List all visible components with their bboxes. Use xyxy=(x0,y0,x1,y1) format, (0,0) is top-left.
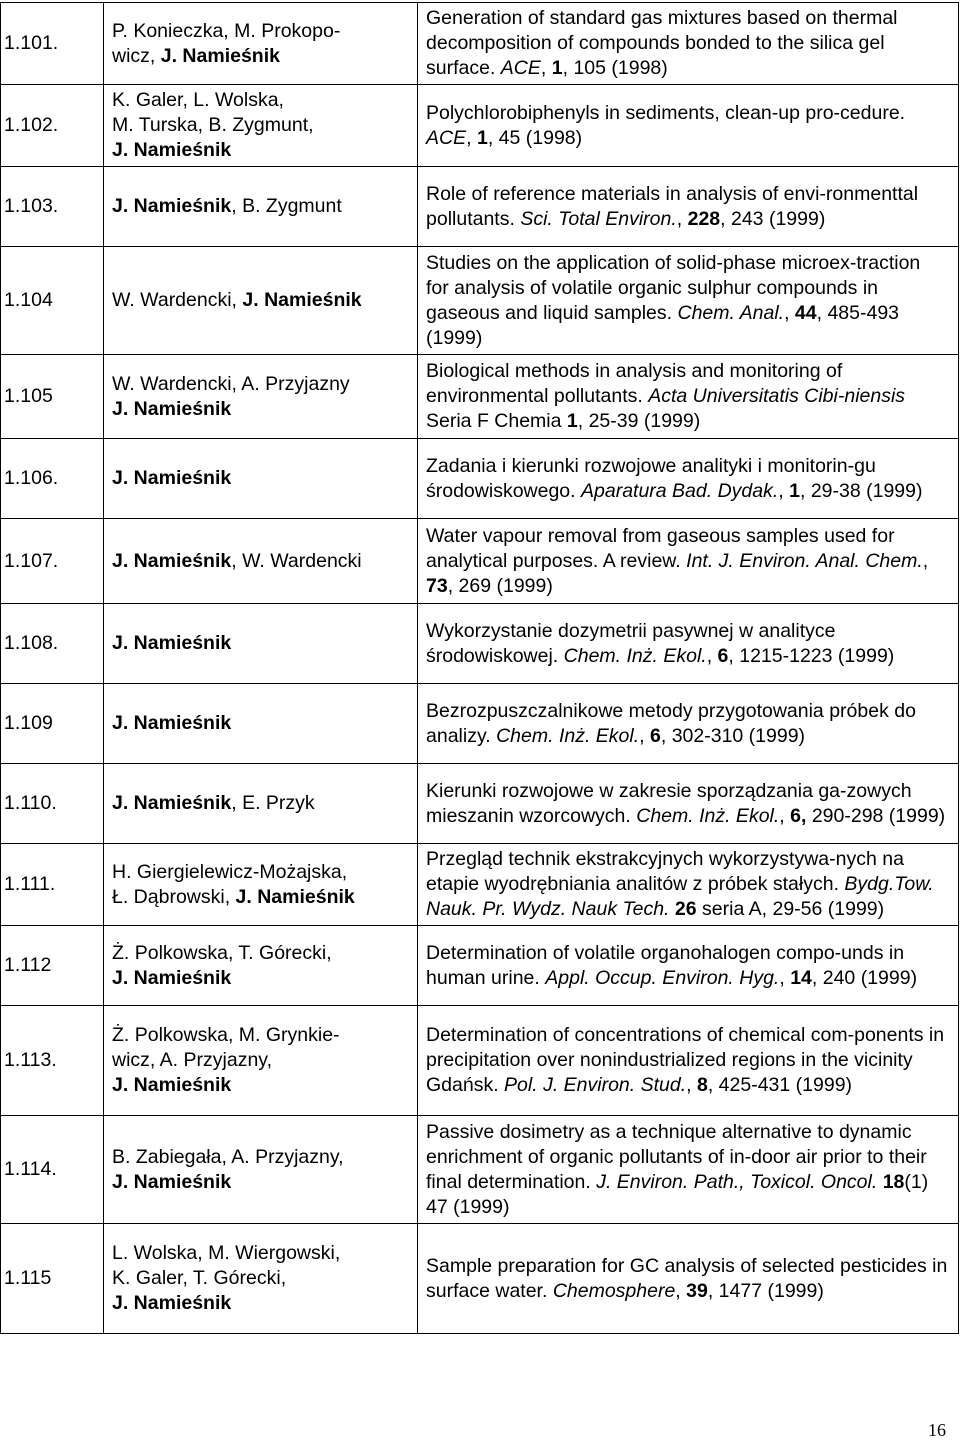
text-run: Acta Universitatis Cibi-niensis xyxy=(648,385,906,407)
text-run: Determination of concentrations of chemical com-ponents in precipitation over nonindustrialized regions in the vicinity Gdańsk. xyxy=(426,1024,945,1096)
entry-authors xyxy=(104,844,418,926)
entry-citation xyxy=(418,519,959,604)
entry-citation xyxy=(418,1224,959,1334)
text-run: Studies on the application of solid-phase microex-traction for analysis of volatile organic sulphur compounds in gaseous and liquid samples. xyxy=(426,251,921,324)
text-run: , 302-310 (1999) xyxy=(660,724,806,747)
entry-authors xyxy=(104,3,418,85)
publication-row xyxy=(1,1116,959,1224)
text-run: J. Namieśnik xyxy=(242,289,362,311)
text-run: 14 xyxy=(790,966,812,989)
text-run: , 1477 (1999) xyxy=(707,1279,824,1302)
entry-citation xyxy=(418,926,959,1006)
text-run: wicz, A. Przyjazny, xyxy=(112,1049,273,1071)
publication-row xyxy=(1,247,959,355)
text-run: Seria F Chemia xyxy=(426,410,567,432)
entry-authors xyxy=(104,247,418,355)
entry-citation xyxy=(418,355,959,439)
text-run: 6 xyxy=(650,724,661,747)
text-run: W. Wardencki, xyxy=(112,289,243,311)
entry-number: 1.104 xyxy=(1,247,104,355)
text-run: 39 xyxy=(686,1279,708,1302)
entry-authors xyxy=(104,519,418,604)
entry-authors xyxy=(104,1006,418,1116)
page-number: 16 xyxy=(928,1420,946,1440)
text-run: 18 xyxy=(882,1170,905,1193)
text-run: , xyxy=(779,804,791,827)
text-run: , 269 (1999) xyxy=(447,574,553,597)
text-run: Polychlorobiphenyls in sediments, clean-up pro-cedure. xyxy=(426,101,906,124)
text-run: Zadania i kierunki rozwojowe analityki i monitorin-gu środowiskowego. xyxy=(426,454,876,502)
text-run: , xyxy=(676,207,688,230)
entry-citation xyxy=(418,844,959,926)
text-run: wicz, xyxy=(112,44,161,67)
entry-citation xyxy=(418,3,959,85)
publication-row xyxy=(1,844,959,926)
text-run: , 485-493 (1999) xyxy=(426,301,900,349)
text-run: Ż. Polkowska, M. Grynkie- xyxy=(112,1024,340,1046)
entry-number: 1.111. xyxy=(1,844,104,926)
text-run: Przegląd technik ekstrakcyjnych wykorzystywa-nych na etapie wyodrębniania analitów z próbek stałych. xyxy=(426,848,904,895)
entry-number: 1.106. xyxy=(1,439,104,519)
text-run: , xyxy=(540,57,552,79)
text-run: J. Namieśnik xyxy=(112,632,232,654)
text-run: (1) 47 (1999) xyxy=(426,1170,929,1218)
entry-citation xyxy=(418,1006,959,1116)
text-run: , 1215-1223 (1999) xyxy=(728,644,895,667)
publication-row xyxy=(1,926,959,1006)
text-run: , 45 (1998) xyxy=(487,126,583,149)
text-run: , xyxy=(675,1279,687,1302)
text-run: Water vapour removal from gaseous samples used for analytical purposes. A review. xyxy=(426,524,895,572)
text-run: J. Namieśnik xyxy=(160,44,280,67)
text-run: 290-298 (1999) xyxy=(806,804,946,827)
entry-citation xyxy=(418,764,959,844)
text-run: 6 xyxy=(717,644,729,667)
text-run: Int. J. Environ. Anal. Chem. xyxy=(686,549,923,572)
publication-row xyxy=(1,85,959,167)
text-run: Chemosphere xyxy=(552,1279,676,1302)
text-run: , 243 (1999) xyxy=(720,207,826,230)
text-run: , E. Przyk xyxy=(231,792,315,814)
text-run: Wykorzystanie dozymetrii pasywnej w analityce środowiskowej. xyxy=(426,619,836,667)
text-run: , 25-39 (1999) xyxy=(577,410,701,432)
text-run: J. Namieśnik xyxy=(235,885,355,908)
text-run: 1 xyxy=(789,479,800,502)
text-run: 44 xyxy=(794,301,817,324)
publication-row xyxy=(1,1006,959,1116)
text-run: 6, xyxy=(790,804,807,827)
text-run: Ł. Dąbrowski, xyxy=(112,885,236,908)
text-run: J. Namieśnik xyxy=(112,1292,232,1314)
entry-citation xyxy=(418,439,959,519)
text-run: Sci. Total Environ. xyxy=(520,207,677,230)
text-run: , 29-38 (1999) xyxy=(799,479,923,502)
entry-authors xyxy=(104,85,418,167)
text-run: J. Namieśnik xyxy=(112,397,232,420)
text-run: J. Namieśnik xyxy=(112,139,232,161)
publication-row xyxy=(1,167,959,247)
text-run: 1 xyxy=(566,410,578,432)
entry-authors xyxy=(104,1116,418,1224)
text-run: , xyxy=(922,549,929,572)
text-run: Determination of volatile organohalogen compo-unds in human urine. xyxy=(426,941,905,989)
publication-row xyxy=(1,355,959,439)
entry-number: 1.103. xyxy=(1,167,104,247)
text-run: , xyxy=(784,301,795,324)
text-run: B. Zabiegała, A. Przyjazny, xyxy=(112,1145,344,1168)
text-run: Sample preparation for GC analysis of selected pesticides in surface water. xyxy=(426,1254,948,1302)
text-run: 1 xyxy=(551,57,563,79)
text-run: P. Konieczka, M. Prokopo- xyxy=(112,19,341,42)
text-run: , xyxy=(706,644,718,667)
text-run: Chem. Inż. Ekol. xyxy=(496,724,640,747)
entry-citation xyxy=(418,604,959,684)
text-run: Chem. Inż. Ekol. xyxy=(563,644,707,667)
entry-number: 1.114. xyxy=(1,1116,104,1224)
publication-row xyxy=(1,764,959,844)
text-run: Bezrozpuszczalnikowe metody przygotowania próbek do analizy. xyxy=(426,699,916,747)
publication-row xyxy=(1,684,959,764)
publication-table-body xyxy=(1,3,959,1334)
entry-citation xyxy=(418,1116,959,1224)
text-run: ACE xyxy=(500,57,541,79)
text-run: J. Namieśnik xyxy=(112,467,232,489)
text-run: Bydg.Tow. Nauk. Pr. Wydz. Nauk Tech. xyxy=(426,873,934,920)
text-run: K. Galer, T. Górecki, xyxy=(112,1267,287,1289)
text-run: , xyxy=(466,126,477,149)
entry-citation xyxy=(418,85,959,167)
text-run: , xyxy=(686,1074,697,1096)
entry-number: 1.108. xyxy=(1,604,104,684)
text-run: 228 xyxy=(687,207,721,230)
publication-row xyxy=(1,1224,959,1334)
text-run: 8 xyxy=(696,1074,708,1096)
text-run: Role of reference materials in analysis of envi-ronmenttal pollutants. xyxy=(426,182,919,230)
text-run: , B. Zygmunt xyxy=(231,195,342,217)
text-run: Generation of standard gas mixtures based on thermal decomposition of compounds bonded to the silica gel surface. xyxy=(426,7,898,79)
text-run: Biological methods in analysis and monitoring of environmental pollutants. xyxy=(426,360,843,407)
entry-authors xyxy=(104,764,418,844)
entry-number: 1.110. xyxy=(1,764,104,844)
text-run: , 105 (1998) xyxy=(562,57,668,79)
text-run: seria A, 29-56 (1999) xyxy=(696,898,885,920)
entry-authors xyxy=(104,926,418,1006)
text-run: J. Namieśnik xyxy=(112,712,232,734)
text-run: J. Namieśnik xyxy=(112,1170,232,1193)
text-run: L. Wolska, M. Wiergowski, xyxy=(112,1242,341,1264)
publication-row xyxy=(1,439,959,519)
text-run: ACE xyxy=(426,126,467,149)
text-run: Chem. Inż. Ekol. xyxy=(636,804,780,827)
text-run: Kierunki rozwojowe w zakresie sporządzania ga-zowych mieszanin wzorcowych. xyxy=(426,779,912,827)
entry-authors xyxy=(104,604,418,684)
entry-number: 1.112 xyxy=(1,926,104,1006)
text-run: J. Namieśnik xyxy=(112,195,232,217)
entry-authors xyxy=(104,439,418,519)
text-run: Appl. Occup. Environ. Hyg. xyxy=(545,966,780,989)
publication-row xyxy=(1,3,959,85)
entry-citation xyxy=(418,684,959,764)
entry-authors xyxy=(104,1224,418,1334)
text-run: W. Wardencki, A. Przyjazny xyxy=(112,372,350,395)
entry-number: 1.109 xyxy=(1,684,104,764)
text-run: J. Namieśnik xyxy=(112,1074,232,1096)
publication-table xyxy=(0,2,959,1334)
text-run: J. Namieśnik xyxy=(112,966,232,989)
text-run: , W. Wardencki xyxy=(231,549,362,572)
text-run: Pol. J. Environ. Stud. xyxy=(504,1074,687,1096)
text-run: 1 xyxy=(476,126,488,149)
publication-row xyxy=(1,519,959,604)
entry-number: 1.105 xyxy=(1,355,104,439)
entry-authors xyxy=(104,355,418,439)
text-run: J. Namieśnik xyxy=(112,549,232,572)
text-run: Aparatura Bad. Dydak. xyxy=(581,479,779,502)
text-run: Ż. Polkowska, T. Górecki, xyxy=(112,941,332,964)
text-run: , 425-431 (1999) xyxy=(707,1074,853,1096)
entry-citation xyxy=(418,167,959,247)
text-run: , xyxy=(639,724,650,747)
entry-number: 1.107. xyxy=(1,519,104,604)
entry-number: 1.101. xyxy=(1,3,104,85)
text-run: , xyxy=(779,966,791,989)
entry-number: 1.115 xyxy=(1,1224,104,1334)
entry-authors xyxy=(104,684,418,764)
text-run: Passive dosimetry as a technique alternative to dynamic enrichment of organic pollutants of in-door air prior to their final determination. xyxy=(426,1120,927,1193)
entry-citation xyxy=(418,247,959,355)
text-run: 73 xyxy=(426,574,448,597)
text-run: M. Turska, B. Zygmunt, xyxy=(112,114,314,136)
text-run: 26 xyxy=(674,898,697,920)
entry-number: 1.102. xyxy=(1,85,104,167)
text-run: K. Galer, L. Wolska, xyxy=(112,89,284,111)
text-run: , xyxy=(778,479,790,502)
entry-number: 1.113. xyxy=(1,1006,104,1116)
text-run: J. Namieśnik xyxy=(112,792,232,814)
publication-row xyxy=(1,604,959,684)
text-run: J. Environ. Path., Toxicol. Oncol. xyxy=(596,1170,878,1193)
text-run: , 240 (1999) xyxy=(811,966,918,989)
text-run: H. Giergielewicz-Możajska, xyxy=(112,860,348,883)
entry-authors xyxy=(104,167,418,247)
text-run: Chem. Anal. xyxy=(677,301,785,324)
